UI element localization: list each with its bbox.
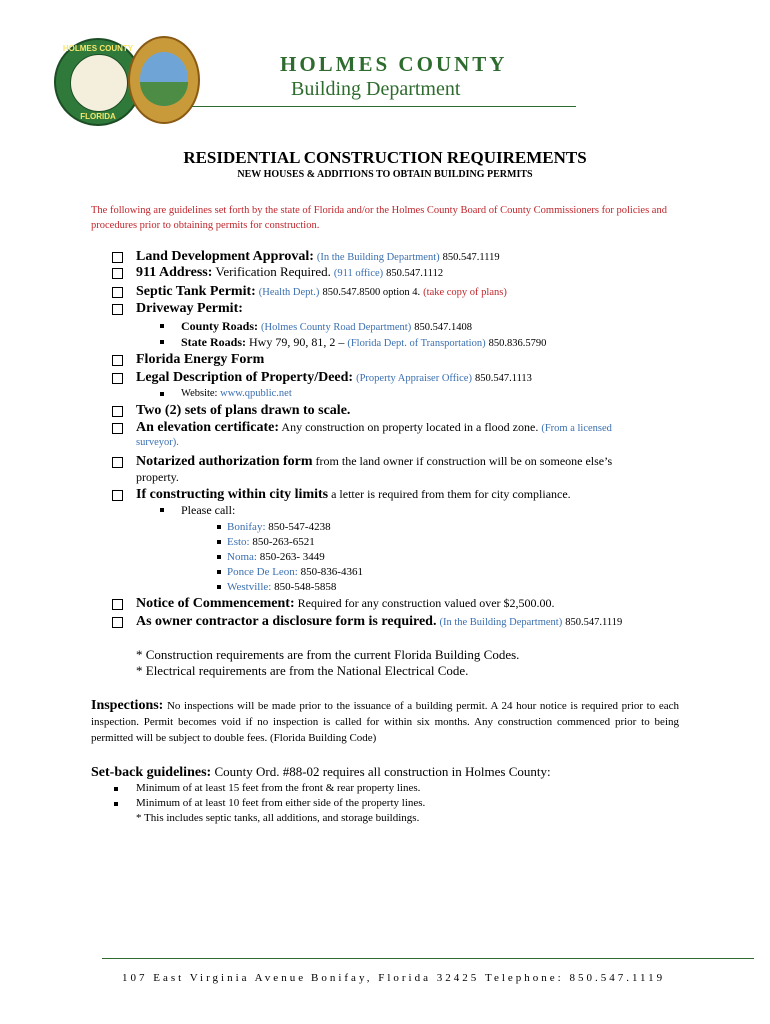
bullet (217, 570, 221, 574)
page-heading: RESIDENTIAL CONSTRUCTION REQUIREMENTS (183, 148, 587, 167)
item-energy-form: Florida Energy Form (136, 352, 265, 367)
qpublic-link[interactable]: www.qpublic.net (220, 388, 292, 399)
item-website: Website: www.qpublic.net (181, 388, 292, 399)
city-phone-row (227, 519, 331, 535)
state-of-florida-seal (128, 36, 200, 124)
bullet (114, 802, 118, 806)
intro-paragraph: The following are guidelines set forth by the state of Florida and/or the Holmes County Board of County Commissioners for policies and procedures prior to obtaining permits for construction. (91, 205, 667, 231)
checkbox-911-address[interactable] (112, 268, 123, 279)
item-911-address: 911 Address: Verification Required. (911 office) 850.547.1112 (136, 264, 444, 280)
item-notice-commencement: Notice of Commencement: Required for any construction valued over $2,500.00. (136, 596, 555, 611)
city-name: Westville: (227, 581, 272, 593)
bullet (160, 340, 164, 344)
footer-address: 107 East Virginia Avenue (122, 972, 307, 984)
bullet (160, 324, 164, 328)
bullet (217, 525, 221, 529)
item-city-limits: If constructing within city limits a letter is required from them for city compliance. (136, 487, 571, 502)
header-divider (192, 106, 576, 107)
item-plans: Two (2) sets of plans drawn to scale. (136, 403, 351, 418)
seal-text-top: HOLMES COUNTY (62, 44, 134, 53)
bullet (217, 540, 221, 544)
item-owner-disclosure: As owner contractor a disclosure form is required. (In the Building Department) 850.547.1119 (136, 614, 623, 629)
checkbox-notice-commencement[interactable] (112, 599, 123, 610)
note-electrical-code: * Electrical requirements are from the National Electrical Code. (136, 663, 469, 678)
checkbox-driveway[interactable] (112, 304, 123, 315)
setback-note: * This includes septic tanks, all additions, and storage buildings. (136, 812, 420, 824)
item-legal-description: Legal Description of Property/Deed: (Property Appraiser Office) 850.547.1113 (136, 370, 532, 385)
city-phone: 850-547-4238 (268, 521, 331, 533)
bullet (217, 555, 221, 559)
checkbox-septic-tank[interactable] (112, 287, 123, 298)
seal-center (70, 54, 128, 112)
city-name: Bonifay: (227, 521, 266, 533)
item-driveway: Driveway Permit: (136, 301, 243, 316)
note-building-codes: * Construction requirements are from the current Florida Building Codes. (136, 647, 520, 662)
item-elevation: An elevation certificate: Any construction on property located in a flood zone. (From a licensed (136, 420, 612, 435)
inspections-paragraph: Inspections: No inspections will be made prior to the issuance of a building permit. A 24 hour notice is required prior to each inspection. Permit becomes void if no inspection is called for within six months. Any construction commenced prior to being permitted will be subject to double fees. (Florida Building Code) (91, 698, 679, 744)
footer-divider (102, 958, 754, 959)
page-subheading: NEW HOUSES & ADDITIONS TO OBTAIN BUILDING PERMITS (237, 169, 533, 180)
bullet (160, 392, 164, 396)
city-name: Esto: (227, 536, 250, 548)
please-call: Please call: (181, 503, 236, 517)
footer-phone: Telephone: 850.547.1119 (485, 972, 666, 984)
checkbox-land-development[interactable] (112, 252, 123, 263)
item-notarized-cont: property. (136, 470, 179, 484)
bullet (160, 508, 164, 512)
city-phone-row (227, 549, 325, 565)
city-phone: 850-548-5858 (274, 581, 337, 593)
department-subtitle: Building Department (291, 78, 461, 100)
county-title: HOLMES COUNTY (280, 52, 508, 76)
city-phone: 850-836-4361 (300, 566, 363, 578)
item-septic-tank: Septic Tank Permit: (Health Dept.) 850.547.8500 option 4. (take copy of plans) (136, 284, 507, 299)
city-phone-row (227, 579, 336, 595)
city-name: Noma: (227, 551, 257, 563)
setback-sides: Minimum of at least 10 feet from either side of the property lines. (136, 797, 426, 809)
setback-front-rear: Minimum of at least 15 feet from the front & rear property lines. (136, 782, 421, 794)
item-county-roads: County Roads: (Holmes County Road Department) 850.547.1408 (181, 319, 472, 333)
footer-city: Bonifay, Florida 32425 (311, 972, 480, 984)
checkbox-city-limits[interactable] (112, 490, 123, 501)
bullet (114, 787, 118, 791)
item-land-development: Land Development Approval: (In the Building Department) 850.547.1119 (136, 249, 500, 264)
checkbox-plans[interactable] (112, 406, 123, 417)
checkbox-owner-disclosure[interactable] (112, 617, 123, 628)
item-notarized: Notarized authorization form from the land owner if construction will be on someone else’s (136, 454, 613, 469)
city-phone: 850-263- 3449 (259, 551, 325, 563)
item-state-roads: State Roads: Hwy 79, 90, 81, 2 – (Florida Dept. of Transportation) 850.836.5790 (181, 335, 547, 349)
checkbox-notarized[interactable] (112, 457, 123, 468)
item-elevation-cont: surveyor). (136, 437, 179, 448)
checkbox-legal-description[interactable] (112, 373, 123, 384)
setback-heading: Set-back guidelines: County Ord. #88-02 requires all construction in Holmes County: (91, 764, 551, 780)
seal-land (140, 82, 188, 106)
city-phone: 850-263-6521 (252, 536, 315, 548)
checkbox-elevation[interactable] (112, 423, 123, 434)
city-phone-row (227, 564, 363, 580)
bullet (217, 585, 221, 589)
city-phone-row (227, 534, 315, 550)
seal-text-bottom: FLORIDA (80, 112, 116, 121)
city-name: Ponce De Leon: (227, 566, 298, 578)
checkbox-energy-form[interactable] (112, 355, 123, 366)
